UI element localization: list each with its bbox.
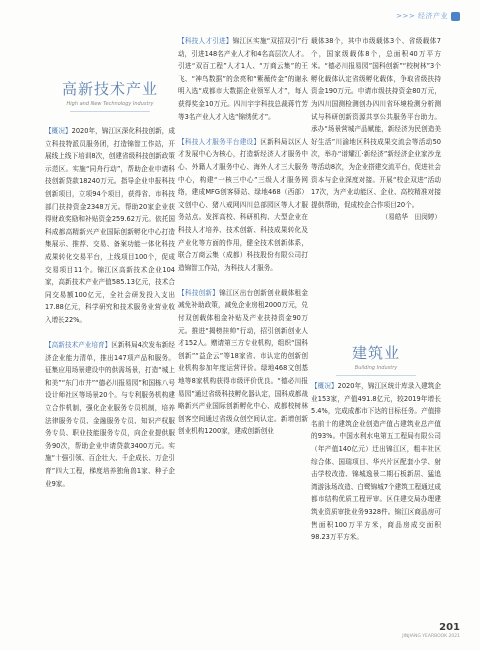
paragraph <box>178 35 308 123</box>
paragraph-text: 载体38个，其中市级载体3个、省级载体7个，国家级载体8个，总面积40万平方米。“德必川报易园”国科创新”“校树林”3个孵化载体认定省级孵化载体，争取省级扶持资金190万元。申请市级扶持资金80万元，为四川国测检测创办四川省环境检测分析测试与科研创新资源共享公共服务平台助力。承办“场景营城产品赋能，新经济为民创造美好生活”川渝地区科技成果交流会等活动50次，举办“谱耀江·新经济”新经济企业家沙龙等活动8次，为企业搭建交流平台，促进社会资本与企业深度对接。开展“校企双进”活动17次，为产业动能区、企业、高校精准对接提供帮助，促成校企合作项目20个。 <box>311 37 441 209</box>
section-title: 高新技术产业 <box>61 80 158 98</box>
paragraph-tag: 【科技人才服务平台建设】 <box>178 137 261 146</box>
paragraph-text: 锦江区出台创新创业载体租金减免补助政策，减免企业房租2000万元，兑付双创载体租金补贴及产业扶持资金90万元。推进“揭榜挂帅”行动，招引创新创业人才152人。赠请第三方专业机构，组织“国科创新”“益企云”等18家省、市认定的创新创业机构参加年度运营评价。绿地468文创基地等8家机构获得市级评价优良。“德必川报易园”通过省级科技孵化器认定，国科成都战略新兴产业国际创新孵化中心、成都校树林创客空间通过省级众创空间认定。新增创新创业机构1200家，建成创新创业 <box>178 288 309 436</box>
paragraph-tag: 【概况】 <box>45 127 72 135</box>
column-1 <box>45 125 175 490</box>
section-heading-construction <box>311 342 441 376</box>
running-header-label: >>> 经济产业 <box>396 12 448 20</box>
paragraph-tag: 【高新技术产业培育】 <box>45 341 112 350</box>
paragraph-tag: 【科技人才引进】 <box>178 37 233 45</box>
paragraph <box>178 287 308 438</box>
column-3 <box>311 35 441 224</box>
divider <box>70 111 150 112</box>
paragraph-text: 2020年，锦江区深化科技创新，成立科技特派员服务团，打造锦智工作站，开展线上线下培训8次，创建省级科技创新政策示范区。实施“同舟行动”，帮助企业申请科技创新贷款18240万元。指导企业申报科技创新项目，立项94个项目，获得省、市科技部门扶持资金2348万元。帮助20家企业获得财政奖励和补贴资金259.62万元。依托国科成都高精新兴产业国际创新孵化中心打造集展示、推荐、交易、备案功能一体化科技成果转化交易平台，上线项目100个，促成交易项目11个。锦江区高新技术企业104家，高新技术产业产值585.13亿元，技术合同交易额100亿元，全社会研发投入支出17.88亿元，科学研究和技术服务业营业收入增长22%。 <box>45 127 175 324</box>
author-signature: （易皓华 田闵婷） <box>381 213 441 222</box>
header-block-icon <box>451 12 460 21</box>
divider <box>336 375 416 376</box>
paragraph <box>45 339 175 490</box>
paragraph-text: 区新科局以区人才发展中心为核心，打造新经济人才服务中心、外籍人才服务中心、海外人才三大服务中心，构建“一核三中心”三级人才服务网络，建成MFG创客驿站、绿地468（西部）文创中心、猪八戒网四川总部园区等人才服务站点。发挥高校、科研机构、大型企业在科技人才培养、技术创新、科技成果转化及产业化等方面的作用，健全技术创新体系，联合万商云集（成都）科技股份有限公司打造锦智工作站，为科技人才服务。 <box>178 137 309 272</box>
running-header <box>396 11 460 21</box>
column-2 <box>178 35 308 438</box>
paragraph-text: 锦江区实施“双招双引”行动，引进148名产业人才和4名高层次人才。引进“双百工程”人才1人、“万商云集”的王飞、“神鸟数据”的余亮和“紫薇传金”的谢永明入选“成都市大数据企业领军人才”，每人获得奖金10万元。四川宇宇科技总裁蒋竹芳等3名产业人才入选“锦绣优才”。 <box>178 37 308 121</box>
section-subtitle: High and New Technology Industry <box>66 101 154 107</box>
yearbook-label: JINJIANG YEARBOOK 2021 <box>402 634 460 639</box>
column-3-lower <box>311 380 441 544</box>
paragraph-text: 区新科局4次发布新经济企业能力清单，推出147项产品和服务。征集应用场景建设中的供需场景，打造“城上和美”“东门市井”“德必川报易园”和国栋八号设计师社区等场景20个。与专利服务机构建立合作机制，强化企业服务专员机制，培养法律服务专员、金融服务专员、知识产权服务专员、职业技能服务专员，向企业提供服务90次，帮助企业申请贷款3400万元。实施“十强引领、百企壮大、千企成长、万企引育”四大工程，梯度培养独角兽1家、种子企业9家。 <box>45 341 176 488</box>
paragraph <box>311 380 441 544</box>
paragraph <box>178 136 308 275</box>
page-footer <box>402 622 460 639</box>
paragraph-tag: 【概况】 <box>311 382 338 390</box>
section-heading-high-tech <box>45 78 175 112</box>
paragraph <box>45 125 175 327</box>
section-subtitle: Building Industry <box>354 365 398 371</box>
paragraph-tag: 【科技创新】 <box>178 288 220 297</box>
section-title: 建筑业 <box>351 344 400 362</box>
page-number: 201 <box>439 622 460 633</box>
paragraph-text: 2020年，锦江区统计库录入建筑企业153家，产值491.8亿元，较2019年增长5.4%，完成成都市下达的目标任务。产值排名前十的建筑企业创造产值占建筑业总产值的93%。中国水利水电第五工程局有限公司（年产值140亿元）迁出锦江区，粗丰社区综合体、国瑞项目、华兴片区配套小学、射击学校改造、锦城逸景二期石板新居、猛追湾游泳场改造、白鹭锦城7个建筑工程通过成都市结构优质工程评审。区住建交局办理建筑业资质审批业务9328件。锦江区商品房可售面积100万平方米，商品房成交面积98.23万平方米。 <box>311 382 441 542</box>
